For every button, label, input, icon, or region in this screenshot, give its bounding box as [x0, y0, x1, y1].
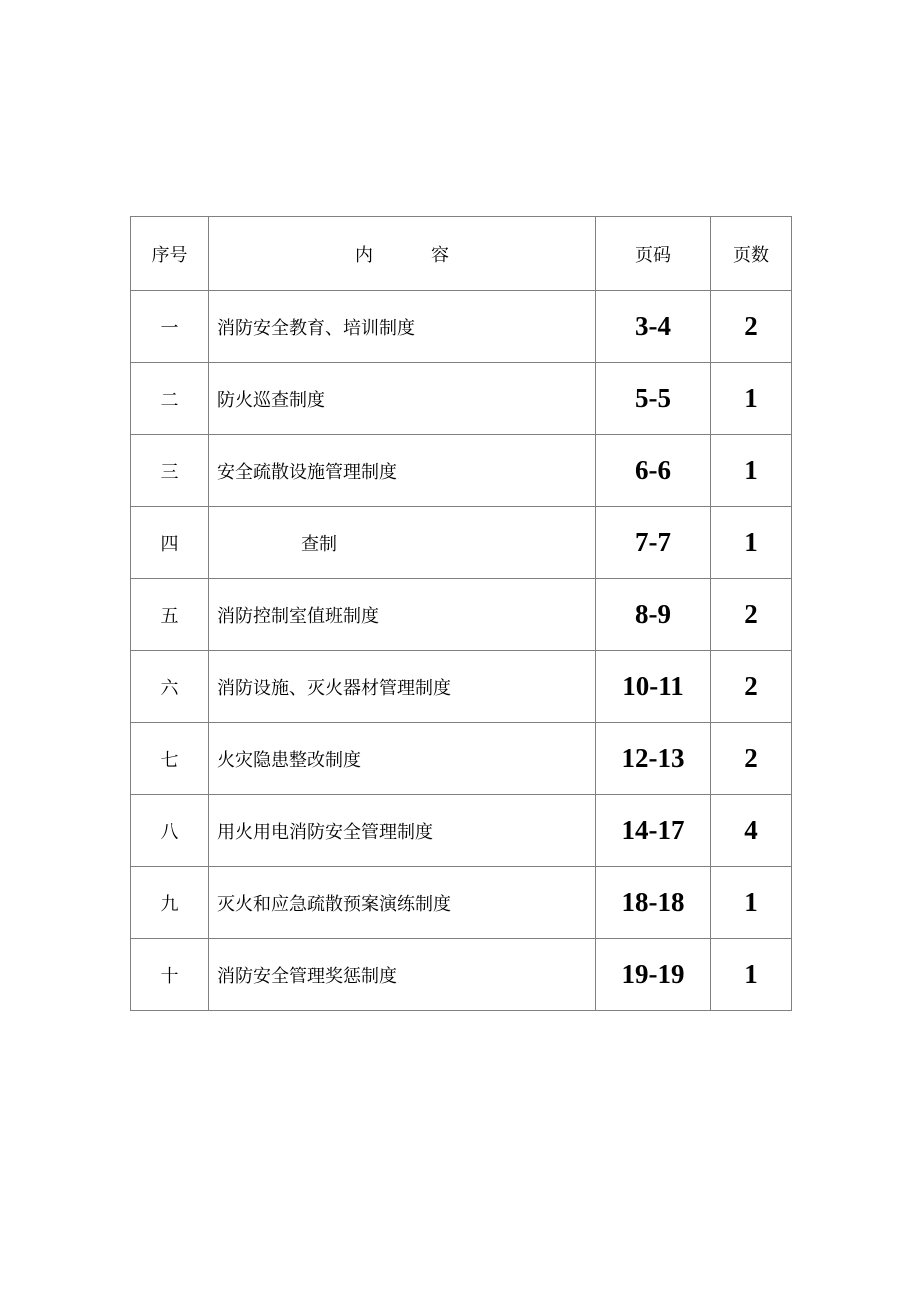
row-count: 2 — [711, 579, 792, 651]
row-count: 1 — [711, 435, 792, 507]
row-seq: 八 — [131, 795, 209, 867]
row-content: 消防安全管理奖惩制度 — [209, 939, 596, 1011]
row-count: 1 — [711, 867, 792, 939]
row-seq: 二 — [131, 363, 209, 435]
row-count: 1 — [711, 363, 792, 435]
header-pages: 页码 — [596, 217, 711, 291]
header-content — [209, 217, 596, 291]
row-count: 2 — [711, 291, 792, 363]
table-row — [131, 579, 792, 651]
row-seq: 十 — [131, 939, 209, 1011]
row-seq: 五 — [131, 579, 209, 651]
row-seq: 六 — [131, 651, 209, 723]
table-row — [131, 507, 792, 579]
row-pages: 14-17 — [596, 795, 711, 867]
row-pages: 18-18 — [596, 867, 711, 939]
header-content-right: 容 — [431, 244, 449, 266]
row-pages: 12-13 — [596, 723, 711, 795]
table-row — [131, 435, 792, 507]
row-count: 1 — [711, 507, 792, 579]
row-count: 2 — [711, 723, 792, 795]
table-row — [131, 363, 792, 435]
row-count: 2 — [711, 651, 792, 723]
row-content: 灭火和应急疏散预案演练制度 — [209, 867, 596, 939]
row-seq: 一 — [131, 291, 209, 363]
row-content: 消防控制室值班制度 — [209, 579, 596, 651]
row-content: 火灾隐患整改制度 — [209, 723, 596, 795]
row-pages: 19-19 — [596, 939, 711, 1011]
row-count: 1 — [711, 939, 792, 1011]
row-content: 消防安全教育、培训制度 — [209, 291, 596, 363]
row-content: 查制 — [209, 507, 596, 579]
table-row — [131, 939, 792, 1011]
row-content: 安全疏散设施管理制度 — [209, 435, 596, 507]
row-pages: 7-7 — [596, 507, 711, 579]
row-seq: 七 — [131, 723, 209, 795]
row-pages: 5-5 — [596, 363, 711, 435]
row-seq: 三 — [131, 435, 209, 507]
row-count: 4 — [711, 795, 792, 867]
table-header-row — [131, 217, 792, 291]
row-seq: 四 — [131, 507, 209, 579]
row-pages: 3-4 — [596, 291, 711, 363]
header-count: 页数 — [711, 217, 792, 291]
row-pages: 6-6 — [596, 435, 711, 507]
row-content: 用火用电消防安全管理制度 — [209, 795, 596, 867]
row-content: 防火巡查制度 — [209, 363, 596, 435]
row-content: 消防设施、灭火器材管理制度 — [209, 651, 596, 723]
table-row — [131, 795, 792, 867]
row-pages: 8-9 — [596, 579, 711, 651]
table-row — [131, 291, 792, 363]
table-of-contents — [130, 216, 792, 1011]
row-seq: 九 — [131, 867, 209, 939]
table-row — [131, 723, 792, 795]
header-content-left: 内 — [355, 244, 373, 266]
header-seq: 序号 — [131, 217, 209, 291]
table-row — [131, 651, 792, 723]
table-row — [131, 867, 792, 939]
row-pages: 10-11 — [596, 651, 711, 723]
